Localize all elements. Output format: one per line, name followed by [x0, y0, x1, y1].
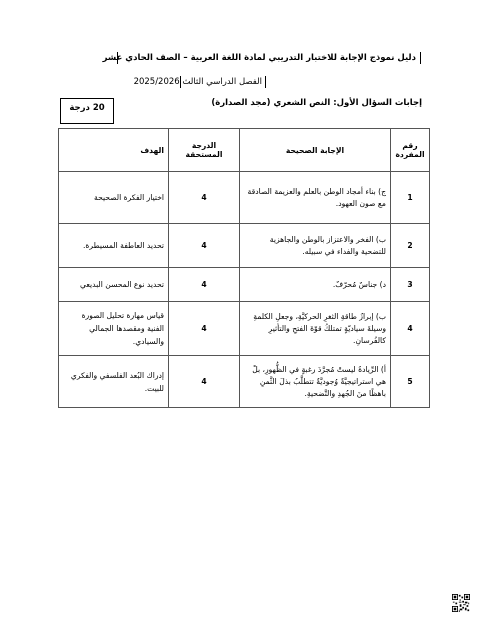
score-box: 20 درجة: [60, 98, 114, 124]
row-answer: أ) الرِّيادةُ ليستْ مُجرَّدَ رغبةٍ في الظُّهورِ، بلْ هي استراتيجيَّةٌ وُجوديَّةٌ تتطلَّبُ بذلَ الثَّمنِ باهظًا منَ الجُهدِ والتَّضحيةِ.: [240, 356, 391, 408]
table-row: [59, 356, 430, 408]
row-answer: د) جناسٌ مُحرّفٌ.: [240, 268, 391, 302]
row-degree: 4: [169, 302, 240, 356]
header-degree: الدرجة المستحقة: [169, 129, 240, 172]
row-num: 5: [391, 356, 430, 408]
section-title: إجابات السؤال الأول: النص الشعري (مجد الصدارة): [211, 98, 422, 108]
row-num: 3: [391, 268, 430, 302]
row-goal: اختيار الفكرة الصحيحة: [59, 172, 169, 224]
row-degree: 4: [169, 356, 240, 408]
row-goal: قياس مهارة تحليل الصورة الفنية ومقصدها الجمالي والسيادي.: [59, 302, 169, 356]
row-goal: تحديد نوع المحسن البديعي: [59, 268, 169, 302]
row-goal: تحديد العاطفة المسيطرة.: [59, 224, 169, 268]
term-label: الفصل الدراسي الثالث 2025/2026: [180, 76, 266, 88]
table-header-row: [59, 129, 430, 172]
header-goal: الهدف: [59, 129, 169, 172]
row-num: 2: [391, 224, 430, 268]
answer-table: [58, 128, 430, 408]
qr-code-icon: [452, 594, 470, 612]
row-degree: 4: [169, 172, 240, 224]
header-num: رقم المفردة: [391, 129, 430, 172]
row-answer: ج) بناء أمجاد الوطن بالعلم والعزيمة الصادقة مع صون العهود.: [240, 172, 391, 224]
table-row: [59, 302, 430, 356]
row-num: 4: [391, 302, 430, 356]
row-degree: 4: [169, 224, 240, 268]
table-row: [59, 224, 430, 268]
table-row: [59, 268, 430, 302]
row-answer: ب) الفخر والاعتزاز بالوطن والجاهزية للتضحية والفداء في سبيله.: [240, 224, 391, 268]
row-goal: إدراك البُعد الفلسفي والفكري للبيت.: [59, 356, 169, 408]
row-degree: 4: [169, 268, 240, 302]
table-row: [59, 172, 430, 224]
header-answer: الإجابة الصحيحة: [240, 129, 391, 172]
row-answer: ب) إبرازُ طاقةِ الثغرِ الحركيَّةِ، وجعلِ الكلمةِ وسيلةَ سياديّةٍ تمتلكُ قوّةَ الفتحِ والتأثيرِ كالفُرسانِ.: [240, 302, 391, 356]
document-title: دليل نموذج الإجابة للاختبار التدريبي لمادة اللغة العربية – الصف الحادي عشر: [117, 52, 421, 64]
row-num: 1: [391, 172, 430, 224]
